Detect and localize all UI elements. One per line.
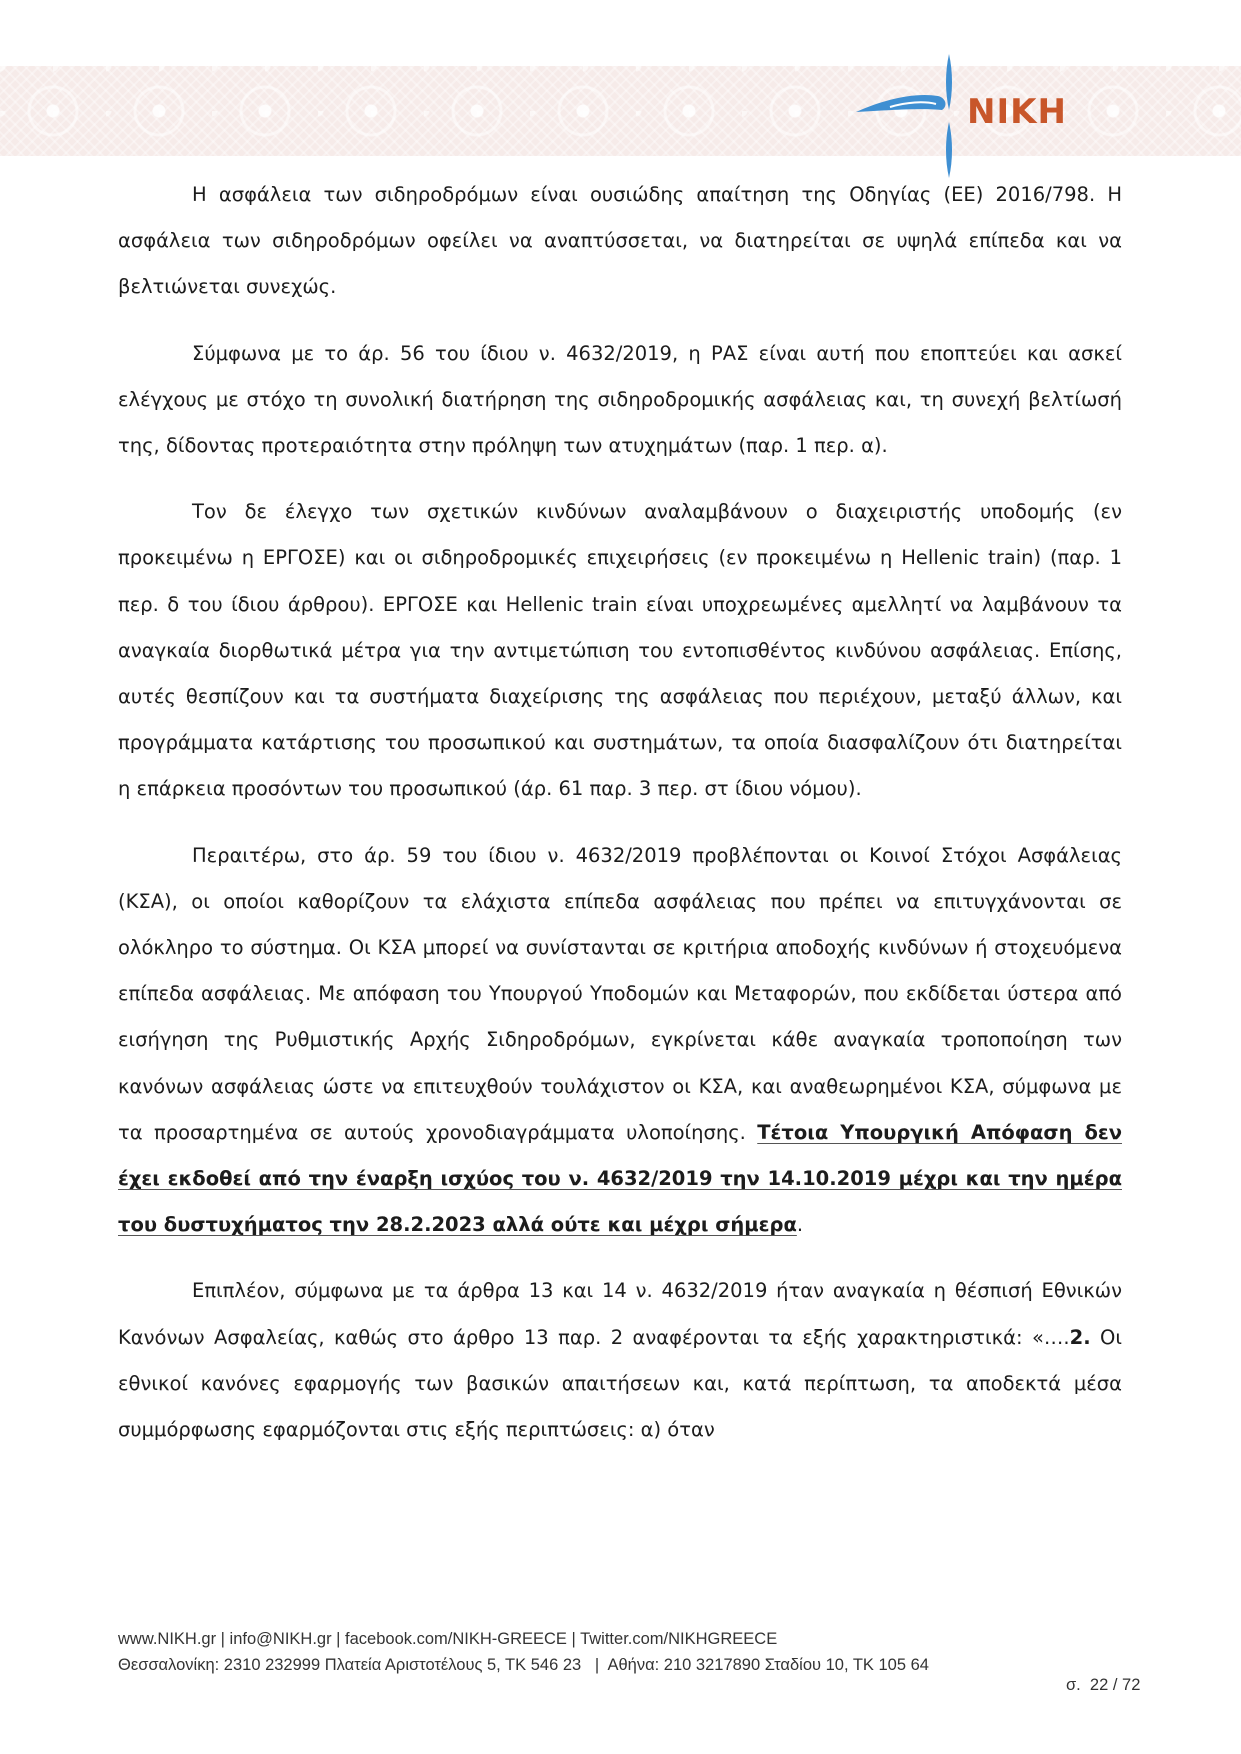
- paragraph-text-end: .: [796, 1213, 804, 1237]
- paragraph-text: Σύμφωνα με το άρ. 56 του ίδιου ν. 4632/2019, η ΡΑΣ είναι αυτή που εποπτεύει και ασκεί ελέγχους με στόχο τη συνολική διατήρηση της σιδηροδρομικής ασφάλειας και, τη συνεχή βελτίωσή της, δίδοντας προτεραιότητα στην πρόληψη των ατυχημάτων (παρ. 1 περ. α).: [118, 341, 1122, 458]
- footer-addresses: Θεσσαλονίκη: 2310 232999 Πλατεία Αριστοτέλους 5, ΤΚ 546 23 | Αθήνα: 210 3217890 Σταδίου 10, ΤΚ 105 64: [118, 1656, 929, 1674]
- paragraph-text-end: Οι εθνικοί κανόνες εφαρμογής των βασικών απαιτήσεων και, κατά περίπτωση, τα αποδεκτά μέσα συμμόρφωσης εφαρμόζονται στις εξής περιπτώσεις: α) όταν: [118, 1325, 1122, 1442]
- brand-name: NIKH: [967, 92, 1067, 132]
- paragraph-text: Τον δε έλεγχο των σχετικών κινδύνων αναλαμβάνουν ο διαχειριστής υποδομής (εν προκειμένω η ΕΡΓΟΣΕ) και οι σιδηροδρομικές επιχειρήσεις (εν προκειμένω η Hellenic train) (παρ. 1 περ. δ του ίδιου άρθρου). ΕΡΓΟΣΕ και Hellenic train είναι υποχρεωμένες αμελλητί να λαμβάνουν τα αναγκαία διορθωτικά μέτρα για την αντιμετώπιση του εντοπισθέντος κινδύνου ασφάλειας. Επίσης, αυτές θεσπίζουν και τα συστήματα διαχείρισης της ασφάλειας που περιέχουν, μεταξύ άλλων, και προγράμματα κατάρτισης του προσωπικού και συστημάτων, τα οποία διασφαλίζουν ότι διατηρείται η επάρκεια προσόντων του προσωπικού (άρ. 61 παρ. 3 περ. στ ίδιου νόμου).: [118, 500, 1122, 801]
- page-footer: [118, 1626, 1128, 1678]
- clause-number: 2.: [1069, 1325, 1091, 1349]
- paragraph-common-safety-targets: [118, 833, 1122, 1249]
- paragraph-railway-safety: [118, 172, 1122, 311]
- nikh-logo: [852, 52, 1092, 180]
- footer-contact-links: www.NIKH.gr | info@NIKH.gr | facebook.com/NIKH-GREECE | Twitter.com/NIKHGREECE: [118, 1630, 778, 1648]
- paragraph-risk-control: [118, 489, 1122, 812]
- paragraph-text: Η ασφάλεια των σιδηροδρόμων είναι ουσιώδης απαίτηση της Οδηγίας (ΕΕ) 2016/798. Η ασφάλεια των σιδηροδρόμων οφείλει να αναπτύσσεται, να διατηρείται σε υψηλά επίπεδα και να βελτιώνεται συνεχώς.: [118, 183, 1122, 299]
- document-body: [118, 172, 1122, 1473]
- paragraph-ras-supervision: [118, 331, 1122, 470]
- paragraph-national-safety-rules: [118, 1268, 1122, 1453]
- paragraph-text: Επιπλέον, σύμφωνα με τα άρθρα 13 και 14 ν. 4632/2019 ήταν αναγκαία η θέσπισή Εθνικών Κανόνων Ασφαλείας, καθώς στο άρθρο 13 παρ. 2 αναφέρονται τα εξής χαρακτηριστικά: «….: [118, 1279, 1122, 1349]
- emphasis-no-ministerial-decision: Τέτοια Υπουργική Απόφαση δεν έχει εκδοθεί από την έναρξη ισχύος του ν. 4632/2019 την 14.10.2019 μέχρι και την ημέρα του δυστυχήματος την 28.2.2023 αλλά ούτε και μέχρι σήμερα: [118, 1120, 1122, 1237]
- page-number: σ. 22 / 72: [1066, 1676, 1141, 1694]
- paragraph-text: Περαιτέρω, στο άρ. 59 του ίδιου ν. 4632/2019 προβλέπονται οι Κοινοί Στόχοι Ασφάλειας (ΚΣΑ), οι οποίοι καθορίζουν τα ελάχιστα επίπεδα ασφάλειας που πρέπει να επιτυγχάνονται σε ολόκληρο το σύστημα. Οι ΚΣΑ μπορεί να συνίστανται σε κριτήρια αποδοχής κινδύνων ή στοχευόμενα επίπεδα ασφάλειας. Με απόφαση του Υπουργού Υποδομών και Μεταφορών, που εκδίδεται ύστερα από εισήγηση της Ρυθμιστικής Αρχής Σιδηροδρόμων, εγκρίνεται κάθε αναγκαία τροποποίηση των κανόνων ασφάλειας ώστε να επιτευχθούν τουλάχιστον οι ΚΣΑ, και αναθεωρημένοι ΚΣΑ, σύμφωνα με τα προσαρτημένα σε αυτούς χρονοδιαγράμματα υλοποίησης.: [118, 843, 1122, 1144]
